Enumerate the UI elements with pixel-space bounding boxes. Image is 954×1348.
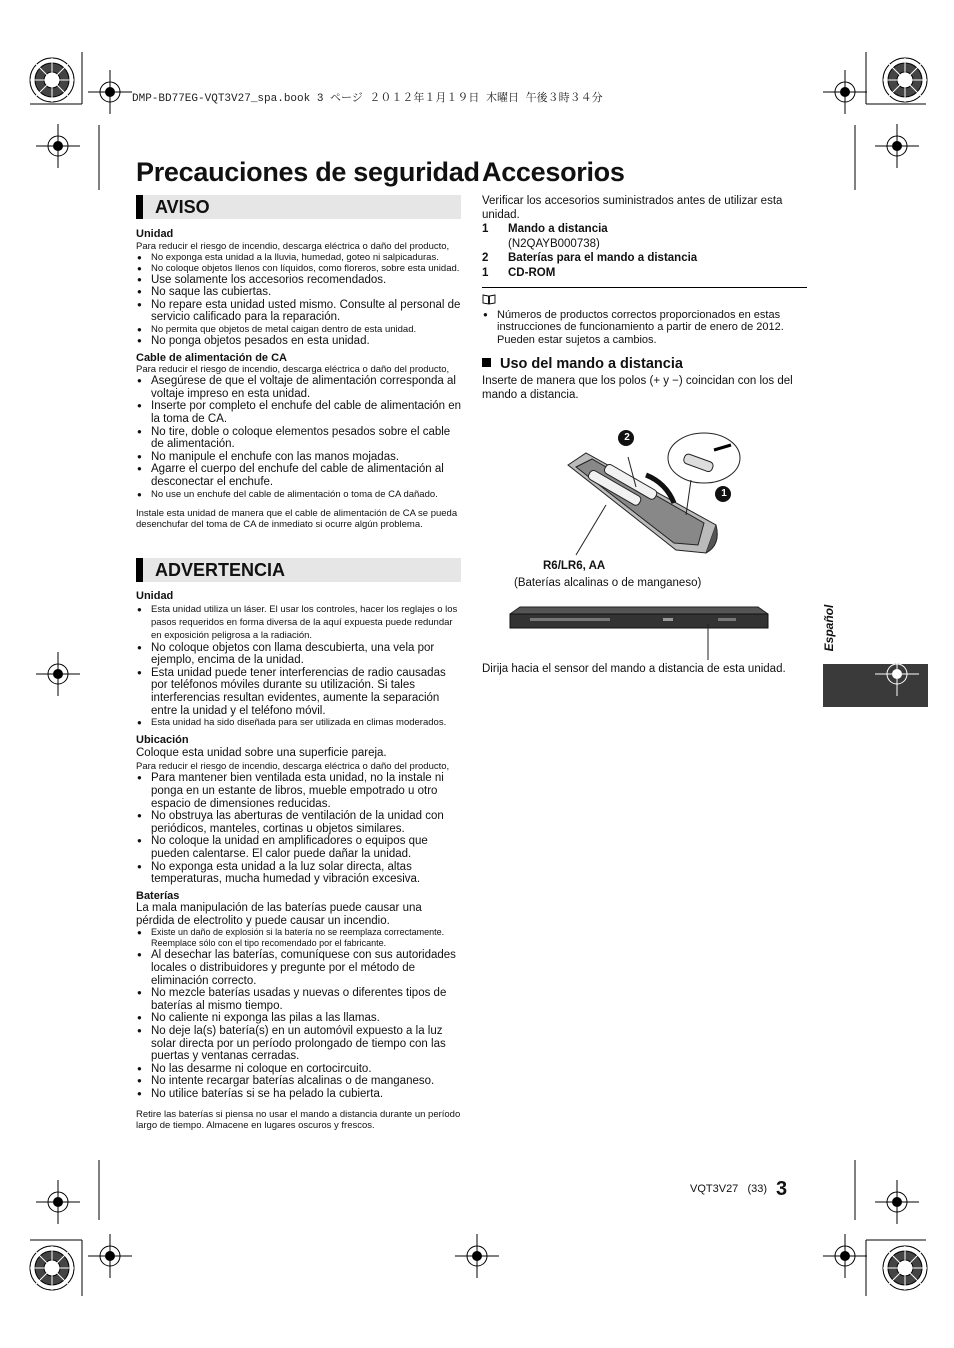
adv-ubicacion-heading: Ubicación [136,734,189,747]
aviso-cable-list [136,375,462,499]
doc-code: VQT3V27 (33) [690,1183,768,1195]
accesorios-note-list [482,309,807,347]
list-item: ● No ponga objetos pesados en esta unidad. [136,335,462,348]
page-title-precauciones: Precauciones de seguridad [136,157,480,187]
list-item: ● No caliente ni exponga las pilas a las llamas. [136,1012,462,1025]
divider [482,287,807,288]
list-item: ● Esta unidad puede tener interferencias de radio causadas por teléfonos móviles durante su utilización. Si tales interferencias resultan evidentes, aumente la separación entre la unidad y el teléfono móvil. [136,667,462,717]
aviso-unidad-heading: Unidad [136,228,174,240]
book-icon [482,294,807,309]
list-item: 1 Mando a distancia [482,223,608,235]
section-aviso: AVISO [136,195,461,219]
square-bullet-icon [482,358,491,367]
list-item: ● No coloque objetos llenos con líquidos, como floreros, sobre esta unidad. [136,263,462,274]
aviso-cable-note: Instale esta unidad de manera que el cable de alimentación de CA se pueda desenchufar del toma de CA de inmediato si ocurre algún problema. [136,507,458,530]
list-item: ● No utilice baterías si se ha pelado la cubierta. [136,1088,462,1101]
list-item: ● No manipule el enchufe con las manos mojadas. [136,451,462,464]
accesorios-list [482,222,807,281]
aviso-cable-heading: Cable de alimentación de CA [136,351,287,364]
list-item: ● No permita que objetos de metal caigan dentro de esta unidad. [136,324,462,335]
list-item: ● Agarre el cuerpo del enchufe del cable de alimentación al desconectar el enchufe. [136,463,462,488]
list-item: ● Para mantener bien ventilada esta unidad, no la instale ni ponga en un estante de libros, mueble empotrado u otro espacio de dimensiones reducidas. [136,772,462,810]
step-1-badge: 1 [721,488,727,499]
adv-baterias-note: Retire las baterías si piensa no usar el mando a distancia durante un período largo de tiempo. Almacene en lugares oscuros y frescos. [136,1108,461,1131]
list-item: ● Al desechar las baterías, comuníquese con sus autoridades locales o distribuidores y pregunte por el método de eliminación correcto. [136,949,462,987]
adv-ubicacion-text: Coloque esta unidad sobre una superficie pareja. [136,746,387,759]
list-item: ● No las desarme ni coloque en cortocircuito. [136,1063,462,1076]
list-item: ● No coloque la unidad en amplificadores o equipos que pueden calentarse. El calor puede dañar la unidad. [136,835,462,860]
list-item: ● No obstruya las aberturas de ventilación de la unidad con periódicos, manteles, cortinas u objetos similares. [136,810,462,835]
list-item: ● Esta unidad utiliza un láser. El usar los controles, hacer los reglajes o los pasos requeridos en forma diversa de la aquí expuesta puede redundar en exposición peligrosa a la radiación. [136,603,462,642]
uso-heading: Uso del mando a distancia [482,358,807,371]
adv-baterias-heading: Baterías [136,889,180,902]
aviso-content [136,225,462,530]
list-item: ● Esta unidad ha sido diseñada para ser utilizada en climas moderados. [136,717,462,728]
accesorios-intro: Verificar los accesorios suministrados antes de utilizar esta unidad. [482,195,783,221]
language-label: Español [822,604,836,652]
page-number: 3 [776,1178,788,1200]
accesorio-code: (N2QAYB000738) [508,238,600,250]
battery-type-label: R6/LR6, AA [543,560,606,572]
adv-baterias-list [136,927,462,1100]
list-item: ● No exponga esta unidad a la lluvia, humedad, goteo ni salpicaduras. [136,252,462,263]
list-item: ● No repare esta unidad usted mismo. Consulte al personal de servicio calificado para la reparación. [136,299,462,324]
list-item: ● No saque las cubiertas. [136,286,462,299]
list-item: 1 CD-ROM [482,267,556,279]
list-item: ● No exponga esta unidad a la luz solar directa, altas temperaturas, mucha humedad y vibración excesiva. [136,861,462,886]
list-item: ● No tire, doble o coloque elementos pesados sobre el cable de alimentación. [136,426,462,451]
list-item: ● No deje la(s) batería(s) en un automóvil expuesto a la luz solar directa por un período prolongado de tiempo con las puertas y ventanas cerradas. [136,1025,462,1063]
battery-type-sub: (Baterías alcalinas o de manganeso) [514,577,702,589]
step-2-badge: 2 [624,432,630,443]
adv-unidad-list [136,603,462,729]
uso-text: Inserte de manera que los polos (+ y −) coincidan con los del mando a distancia. [482,374,793,402]
aviso-unidad-list [136,252,462,348]
sensor-text: Dirija hacia el sensor del mando a distancia de esta unidad. [482,663,786,675]
list-item: ● Inserte por completo el enchufe del cable de alimentación en la toma de CA. [136,400,462,425]
page-title-accesorios: Accesorios [482,157,625,187]
aviso-unidad-intro: Para reducir el riesgo de incendio, descarga eléctrica o daño del producto, [136,240,450,252]
advertencia-content [136,587,462,1131]
section-advertencia: ADVERTENCIA [136,558,461,582]
adv-ubicacion-intro: Para reducir el riesgo de incendio, descarga eléctrica o daño del producto, [136,761,450,773]
list-item: ● Existe un daño de explosión si la batería no se reemplaza correctamente. Reemplace sólo con el tipo recomendado por el fabricante. [136,927,462,949]
adv-unidad-heading: Unidad [136,590,174,602]
list-item: 2 Baterías para el mando a distancia [482,252,698,264]
adv-ubicacion-list [136,772,462,885]
aviso-cable-intro: Para reducir el riesgo de incendio, descarga eléctrica o daño del producto, [136,364,450,376]
list-item: ● No mezcle baterías usadas y nuevas o diferentes tipos de baterías al mismo tiempo. [136,987,462,1012]
list-item: ● Asegúrese de que el voltaje de alimentación corresponda al voltaje impreso en esta unidad. [136,375,462,400]
player-illustration [508,604,770,662]
accesorios-content [482,194,807,403]
adv-baterias-text: La mala manipulación de las baterías puede causar una pérdida de electrolito y puede causar un incendio. [136,902,422,927]
list-item: ● Números de productos correctos proporcionados en estas instrucciones de funcionamiento a partir de enero de 2012. Pueden estar sujetos a cambios. [482,309,807,347]
list-item: ● No coloque objetos con llama descubierta, una vela por ejemplo, encima de la unidad. [136,642,462,667]
list-item: ● No use un enchufe del cable de alimentación o toma de CA dañado. [136,489,462,500]
list-item: ● No intente recargar baterías alcalinas o de manganeso. [136,1075,462,1088]
tab-cross-icon [875,652,919,696]
list-item: ● Use solamente los accesorios recomendados. [136,274,462,287]
book-header: DMP-BD77EG-VQT3V27_spa.book 3 ページ ２０１２年１月１９日 木曜日 午後３時３４分 [132,93,603,105]
